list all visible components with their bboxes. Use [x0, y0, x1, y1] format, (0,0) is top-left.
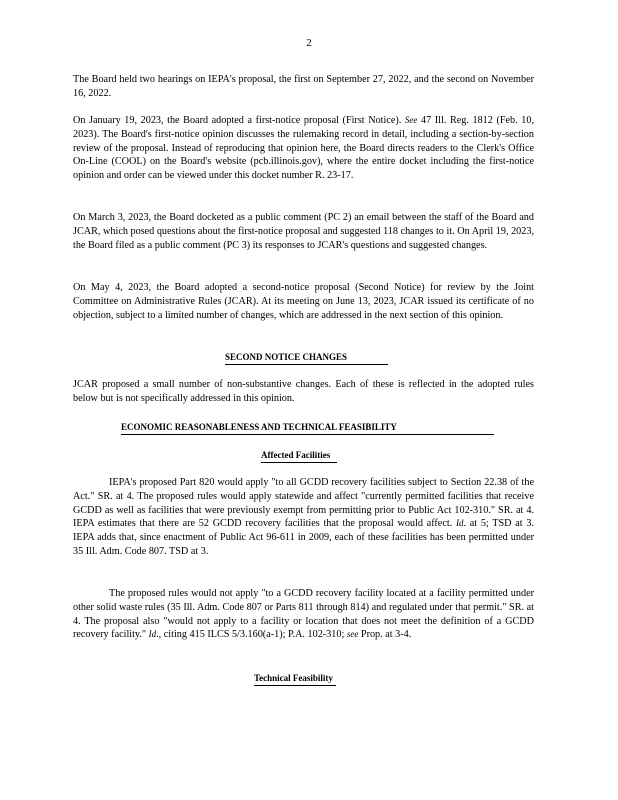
id-citation: Id — [148, 629, 157, 640]
paragraph-hearings: The Board held two hearings on IEPA's proposal, the first on September 27, 2022, and the second on November 16, 2022. — [73, 74, 534, 99]
paragraph-second-notice: On May 4, 2023, the Board adopted a second-notice proposal (Second Notice) for review by the Joint Committee on Administrative Rules (JCAR). At its meeting on June 13, 2023, JCAR issued its certificate of no objection, subject to a limited number of changes, which are addressed in the next section of this opinion. — [73, 282, 534, 321]
heading-economic-reasonableness: ECONOMIC REASONABLENESS AND TECHNICAL FEASIBILITY — [121, 421, 494, 435]
id-citation: Id — [455, 518, 464, 529]
paragraph-jcar-changes: JCAR proposed a small number of non-substantive changes. Each of these is reflected in the adopted rules below but is not specifically addressed in this opinion. — [73, 379, 534, 404]
see-citation: see — [346, 629, 359, 640]
see-citation: See — [404, 115, 418, 125]
paragraph-not-apply: The proposed rules would not apply "to a GCDD recovery facility located at a facility permitted under other solid waste rules (35 Ill. Adm. Code 807 or Parts 811 through 814) and regulated under that permit." SR. at 4. The proposal also "would not apply to a facility or location that does not meet the definition of a GCDD recovery facility." Id., citing 415 ILCS 5/3.160(a-1); P.A. 102-310; see Prop. at 3-4. — [73, 588, 534, 641]
heading-second-notice-changes: SECOND NOTICE CHANGES — [225, 351, 388, 365]
paragraph-part-820: IEPA's proposed Part 820 would apply "to all GCDD recovery facilities subject to Section 22.38 of the Act." SR. at 4. The proposed rules would apply statewide and affect "currently permitted facilities that receive GCDD as well as facilities that were previously exempt from permitting prior to Public Act 102-310." SR. at 4. IEPA estimates that there are 52 GCDD recovery facilities that the proposal would affect. Id. at 5; TSD at 3. IEPA adds that, since enactment of Public Act 96-611 in 2009, each of these facilities has been permitted under 35 Ill. Adm. Code 807. TSD at 3. — [73, 477, 534, 557]
heading-technical-feasibility: Technical Feasibility — [254, 672, 336, 686]
page-number: 2 — [306, 37, 312, 49]
paragraph-first-notice: On January 19, 2023, the Board adopted a first-notice proposal (First Notice). See 47 Ill. Reg. 1812 (Feb. 10, 2023). The Board's first-notice opinion discusses the rulemaking record in detail, including a section-by-section review of the proposal. Instead of reproducing that opinion here, the Board directs readers to the Clerk's Office On-Line (COOL) on the Board's website (pcb.illinois.gov), where the entire docket including the first-notice opinion and order can be viewed under this docket number R. 23-17. — [73, 115, 535, 182]
heading-affected-facilities: Affected Facilities — [261, 449, 337, 463]
paragraph-public-comments: On March 3, 2023, the Board docketed as a public comment (PC 2) an email between the staff of the Board and JCAR, which posed questions about the first-notice proposal and suggested 118 changes to it. On April 19, 2023, the Board filed as a public comment (PC 3) its responses to JCAR's questions and suggested changes. — [73, 212, 534, 251]
